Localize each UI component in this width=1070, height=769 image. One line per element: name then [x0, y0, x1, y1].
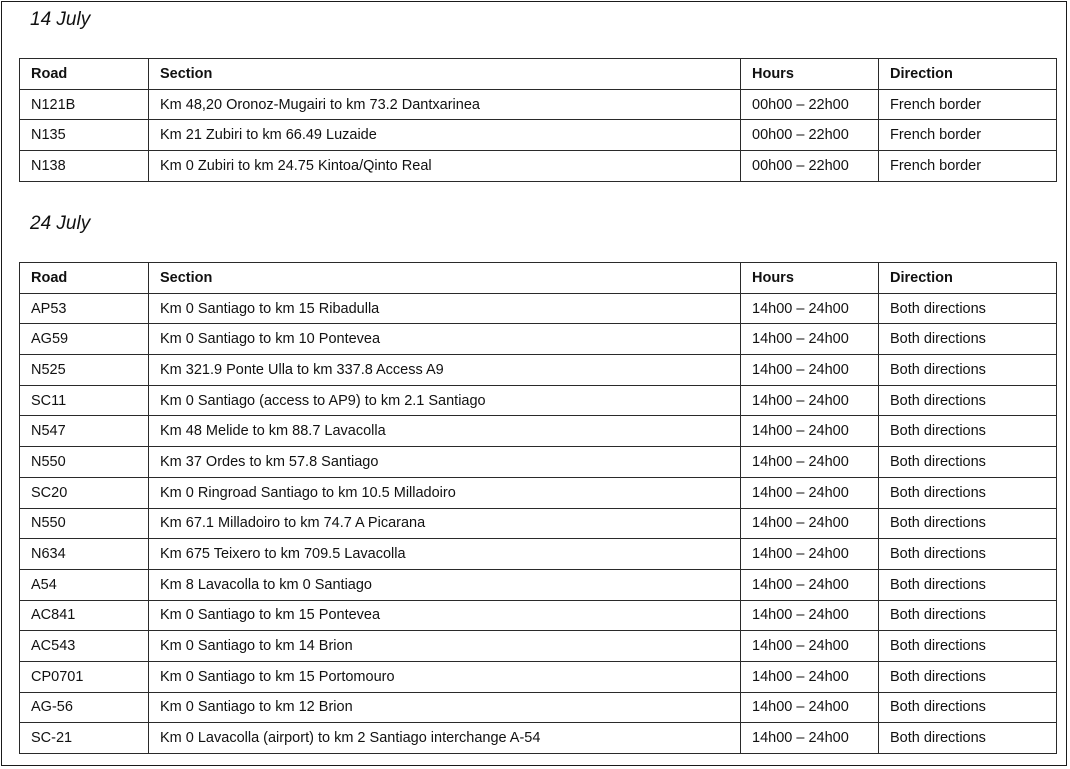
road-cell: N550 — [20, 447, 149, 478]
table-header-row — [20, 59, 1057, 90]
table-row — [20, 293, 1057, 324]
table-row — [20, 416, 1057, 447]
direction-cell: Both directions — [879, 661, 1057, 692]
section-cell: Km 0 Lavacolla (airport) to km 2 Santiago interchange A-54 — [149, 723, 741, 754]
section-cell: Km 0 Santiago to km 14 Brion — [149, 631, 741, 662]
direction-cell: Both directions — [879, 416, 1057, 447]
hours-cell: 00h00 – 22h00 — [741, 89, 879, 120]
table-row — [20, 477, 1057, 508]
header-hours: Hours — [741, 59, 879, 90]
direction-cell: French border — [879, 151, 1057, 182]
hours-cell: 14h00 – 24h00 — [741, 539, 879, 570]
table-row — [20, 151, 1057, 182]
hours-cell: 14h00 – 24h00 — [741, 600, 879, 631]
table-header-row — [20, 263, 1057, 294]
hours-cell: 14h00 – 24h00 — [741, 631, 879, 662]
direction-cell: Both directions — [879, 600, 1057, 631]
section-cell: Km 37 Ordes to km 57.8 Santiago — [149, 447, 741, 478]
direction-cell: Both directions — [879, 539, 1057, 570]
hours-cell: 14h00 – 24h00 — [741, 355, 879, 386]
table-row — [20, 569, 1057, 600]
road-cell: A54 — [20, 569, 149, 600]
road-cell: AC543 — [20, 631, 149, 662]
header-hours: Hours — [741, 263, 879, 294]
road-closures-table — [19, 262, 1057, 754]
road-cell: AG59 — [20, 324, 149, 355]
road-cell: AG-56 — [20, 692, 149, 723]
direction-cell: French border — [879, 89, 1057, 120]
table-row — [20, 120, 1057, 151]
road-cell: N634 — [20, 539, 149, 570]
section-cell: Km 0 Santiago to km 15 Pontevea — [149, 600, 741, 631]
road-cell: N525 — [20, 355, 149, 386]
road-cell: SC11 — [20, 385, 149, 416]
hours-cell: 14h00 – 24h00 — [741, 661, 879, 692]
header-section: Section — [149, 263, 741, 294]
road-cell: SC20 — [20, 477, 149, 508]
hours-cell: 14h00 – 24h00 — [741, 569, 879, 600]
section-cell: Km 67.1 Milladoiro to km 74.7 A Picarana — [149, 508, 741, 539]
section-cell: Km 0 Santiago to km 10 Pontevea — [149, 324, 741, 355]
direction-cell: Both directions — [879, 723, 1057, 754]
direction-cell: Both directions — [879, 324, 1057, 355]
section-cell: Km 0 Santiago to km 15 Ribadulla — [149, 293, 741, 324]
section-cell: Km 321.9 Ponte Ulla to km 337.8 Access A9 — [149, 355, 741, 386]
road-cell: N138 — [20, 151, 149, 182]
road-cell: N547 — [20, 416, 149, 447]
direction-cell: Both directions — [879, 477, 1057, 508]
direction-cell: Both directions — [879, 293, 1057, 324]
direction-cell: Both directions — [879, 508, 1057, 539]
table-row — [20, 600, 1057, 631]
road-cell: N135 — [20, 120, 149, 151]
table-row — [20, 355, 1057, 386]
hours-cell: 14h00 – 24h00 — [741, 385, 879, 416]
hours-cell: 00h00 – 22h00 — [741, 151, 879, 182]
header-direction: Direction — [879, 263, 1057, 294]
table-row — [20, 723, 1057, 754]
hours-cell: 14h00 – 24h00 — [741, 723, 879, 754]
hours-cell: 14h00 – 24h00 — [741, 447, 879, 478]
section-date-heading: 14 July — [30, 9, 91, 30]
section-cell: Km 675 Teixero to km 709.5 Lavacolla — [149, 539, 741, 570]
hours-cell: 14h00 – 24h00 — [741, 416, 879, 447]
road-cell: AC841 — [20, 600, 149, 631]
hours-cell: 14h00 – 24h00 — [741, 477, 879, 508]
table-row — [20, 447, 1057, 478]
section-cell: Km 0 Santiago to km 15 Portomouro — [149, 661, 741, 692]
hours-cell: 00h00 – 22h00 — [741, 120, 879, 151]
table-row — [20, 631, 1057, 662]
hours-cell: 14h00 – 24h00 — [741, 293, 879, 324]
table-row — [20, 661, 1057, 692]
section-cell: Km 48 Melide to km 88.7 Lavacolla — [149, 416, 741, 447]
header-section: Section — [149, 59, 741, 90]
section-cell: Km 0 Santiago (access to AP9) to km 2.1 Santiago — [149, 385, 741, 416]
section-cell: Km 0 Ringroad Santiago to km 10.5 Milladoiro — [149, 477, 741, 508]
road-cell: N550 — [20, 508, 149, 539]
table-row — [20, 324, 1057, 355]
direction-cell: French border — [879, 120, 1057, 151]
table-body — [20, 293, 1057, 753]
table-row — [20, 692, 1057, 723]
header-road: Road — [20, 59, 149, 90]
hours-cell: 14h00 – 24h00 — [741, 508, 879, 539]
header-direction: Direction — [879, 59, 1057, 90]
header-road: Road — [20, 263, 149, 294]
road-cell: AP53 — [20, 293, 149, 324]
section-date-heading: 24 July — [30, 213, 91, 234]
direction-cell: Both directions — [879, 385, 1057, 416]
direction-cell: Both directions — [879, 355, 1057, 386]
section-cell: Km 0 Santiago to km 12 Brion — [149, 692, 741, 723]
direction-cell: Both directions — [879, 692, 1057, 723]
table-row — [20, 508, 1057, 539]
section-cell: Km 48,20 Oronoz-Mugairi to km 73.2 Dantxarinea — [149, 89, 741, 120]
section-cell: Km 0 Zubiri to km 24.75 Kintoa/Qinto Real — [149, 151, 741, 182]
direction-cell: Both directions — [879, 631, 1057, 662]
table-row — [20, 385, 1057, 416]
direction-cell: Both directions — [879, 447, 1057, 478]
road-closures-table — [19, 58, 1057, 182]
section-cell: Km 21 Zubiri to km 66.49 Luzaide — [149, 120, 741, 151]
table-body — [20, 89, 1057, 181]
road-cell: SC-21 — [20, 723, 149, 754]
hours-cell: 14h00 – 24h00 — [741, 692, 879, 723]
direction-cell: Both directions — [879, 569, 1057, 600]
road-cell: N121B — [20, 89, 149, 120]
table-row — [20, 89, 1057, 120]
hours-cell: 14h00 – 24h00 — [741, 324, 879, 355]
section-cell: Km 8 Lavacolla to km 0 Santiago — [149, 569, 741, 600]
road-cell: CP0701 — [20, 661, 149, 692]
table-row — [20, 539, 1057, 570]
